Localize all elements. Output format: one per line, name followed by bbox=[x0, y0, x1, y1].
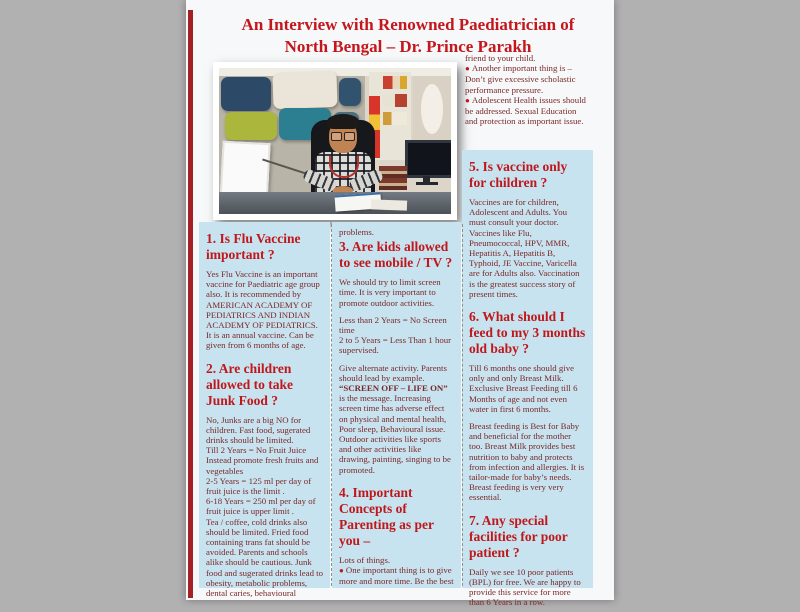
shelf-books-3 bbox=[383, 112, 407, 125]
left-accent-strip bbox=[188, 10, 193, 598]
paragraph: friend to your child. bbox=[465, 53, 536, 63]
paragraph-text: Adolescent Health issues should be addressed. Sexual Education and protection as important issue. bbox=[465, 94, 586, 127]
paragraph-text: is the message. Increasing screen time has adverse effect on physical and mental health, Poor sleep, Behavioural issue. Outdoor activities like sports and other activities like drawing, painting, singing to be promoted. bbox=[339, 393, 451, 475]
screen-off-life-on-phrase: “SCREEN OFF – LIFE ON” bbox=[339, 383, 448, 394]
page-title-line1: An Interview with Renowned Paediatrician of bbox=[241, 15, 575, 34]
shelf-books-1 bbox=[383, 76, 407, 89]
paragraph: 6-18 Years = 250 ml per day of fruit juice is upper limit . bbox=[206, 496, 316, 517]
continuation-paragraph: problems. bbox=[339, 227, 374, 237]
paragraph bbox=[339, 363, 454, 475]
section-heading-1: 1. Is Flu Vaccine important ? bbox=[206, 231, 301, 262]
wall-panel-cream bbox=[272, 71, 337, 109]
bullet-icon: ● bbox=[465, 95, 470, 105]
paragraph: Less than 2 Years = No Screen time bbox=[339, 314, 447, 336]
bullet-paragraph bbox=[339, 565, 454, 586]
glasses-left-lens bbox=[331, 132, 342, 141]
column-2 bbox=[332, 222, 461, 588]
monitor-base bbox=[416, 182, 438, 185]
paragraph: Tea / coffee, cold drinks also should be limited. Fried food containing trans fat should be avoided. Parents and schools alike should be cautious. Junk food and sugerated drinks lead to obesity, metabolic problems, dental caries, behavioural bbox=[206, 516, 324, 599]
paragraph: Yes Flu Vaccine is an important vaccine for Paediatric age group also. It is recommended by AMERICAN ACADEMY OF PEDIATRICS AND INDIAN ACADEMY OF PEDIATRICS. It is an annual vaccine. Can be given from 6 months of age. bbox=[206, 269, 320, 351]
wall-panel-navy-2 bbox=[339, 78, 361, 106]
section-heading-5: 5. Is vaccine only for children ? bbox=[469, 159, 568, 190]
desk-notebook bbox=[371, 199, 407, 210]
column3-continuation bbox=[465, 53, 589, 126]
column-3 bbox=[462, 150, 593, 608]
wall-panel-lime bbox=[225, 112, 277, 140]
paragraph: 2 to 5 Years = Less Than 1 hour supervised. bbox=[339, 335, 452, 356]
column-1 bbox=[199, 222, 330, 599]
paragraph: Daily we see 10 poor patients (BPL) for free. We are happy to provide this service for more than 6 Years in a row. bbox=[469, 566, 581, 608]
bullet-paragraph bbox=[465, 63, 589, 95]
section-heading-7: 7. Any special facilities for poor patient ? bbox=[469, 512, 568, 560]
paragraph-text: Another important thing is – Don’t give excessive scholastic performance pressure. bbox=[465, 63, 576, 95]
section-heading-2: 2. Are children allowed to take Junk Food ? bbox=[206, 360, 293, 408]
section-heading-3: 3. Are kids allowed to see mobile / TV ? bbox=[339, 239, 453, 271]
column-divider bbox=[462, 224, 463, 586]
paragraph-text: Give alternate activity. Parents should lead by example. bbox=[339, 362, 447, 383]
paragraph: Lots of things. bbox=[339, 554, 391, 565]
paragraph: Till 2 Years = No Fruit Juice Instead promote fresh fruits and vegetables bbox=[206, 445, 319, 476]
paragraph: Vaccines are for children, Adolescent and Adults. You must consult your doctor. Vaccines like Flu, Pneumococcal, HPV, MMR, Hepatitis A, Hepatitis B, Typhoid, JE Vaccine, Varicella are for Adults also. Vaccination is the greatest success story of present times. bbox=[469, 197, 580, 299]
glasses-right-lens bbox=[344, 132, 355, 141]
page-title bbox=[212, 14, 604, 58]
bullet-icon: ● bbox=[339, 566, 344, 576]
paragraph: Till 6 months one should give only and only Breast Milk. Exclusive Breast Feeding till 6 Months of age and not even water in first 6 months. bbox=[469, 363, 578, 414]
article-page bbox=[186, 0, 614, 608]
clinic-scene bbox=[219, 68, 451, 214]
book-stack bbox=[379, 166, 407, 190]
paragraph: 2-5 Years = 125 ml per day of fruit juice is the limit . bbox=[206, 475, 312, 497]
page-title-line2: North Bengal – Dr. Prince Parakh bbox=[284, 37, 532, 56]
doctor-hair bbox=[327, 114, 359, 129]
paragraph: Breast feeding is Best for Baby and beneficial for the mother too. Breast Milk provides best nutrition to baby and protects from infection and allergies. It is tailor-made for baby’s needs. Breast feeding is very very essential. bbox=[469, 421, 585, 503]
wall-panel-navy bbox=[221, 77, 271, 111]
paragraph: We should try to limit screen time. It is very important to promote outdoor activities. bbox=[339, 277, 441, 308]
bullet-paragraph bbox=[465, 95, 589, 127]
paragraph-text: One important thing is to give more and more time. Be the best bbox=[339, 565, 454, 587]
section-heading-6: 6. What should I feed to my 3 months old baby ? bbox=[469, 309, 586, 357]
section-heading-4: 4. Important Concepts of Parenting as per you – bbox=[339, 484, 434, 548]
arch-niche bbox=[421, 84, 443, 134]
shelf-books-2 bbox=[383, 94, 407, 107]
bullet-icon: ● bbox=[465, 64, 470, 74]
column-divider bbox=[331, 224, 332, 586]
doctor-clinic-photo bbox=[213, 62, 457, 220]
computer-monitor bbox=[405, 140, 451, 178]
paragraph: No, Junks are a big NO for children. Fast food, sugerated drinks should be limited. bbox=[206, 414, 311, 446]
